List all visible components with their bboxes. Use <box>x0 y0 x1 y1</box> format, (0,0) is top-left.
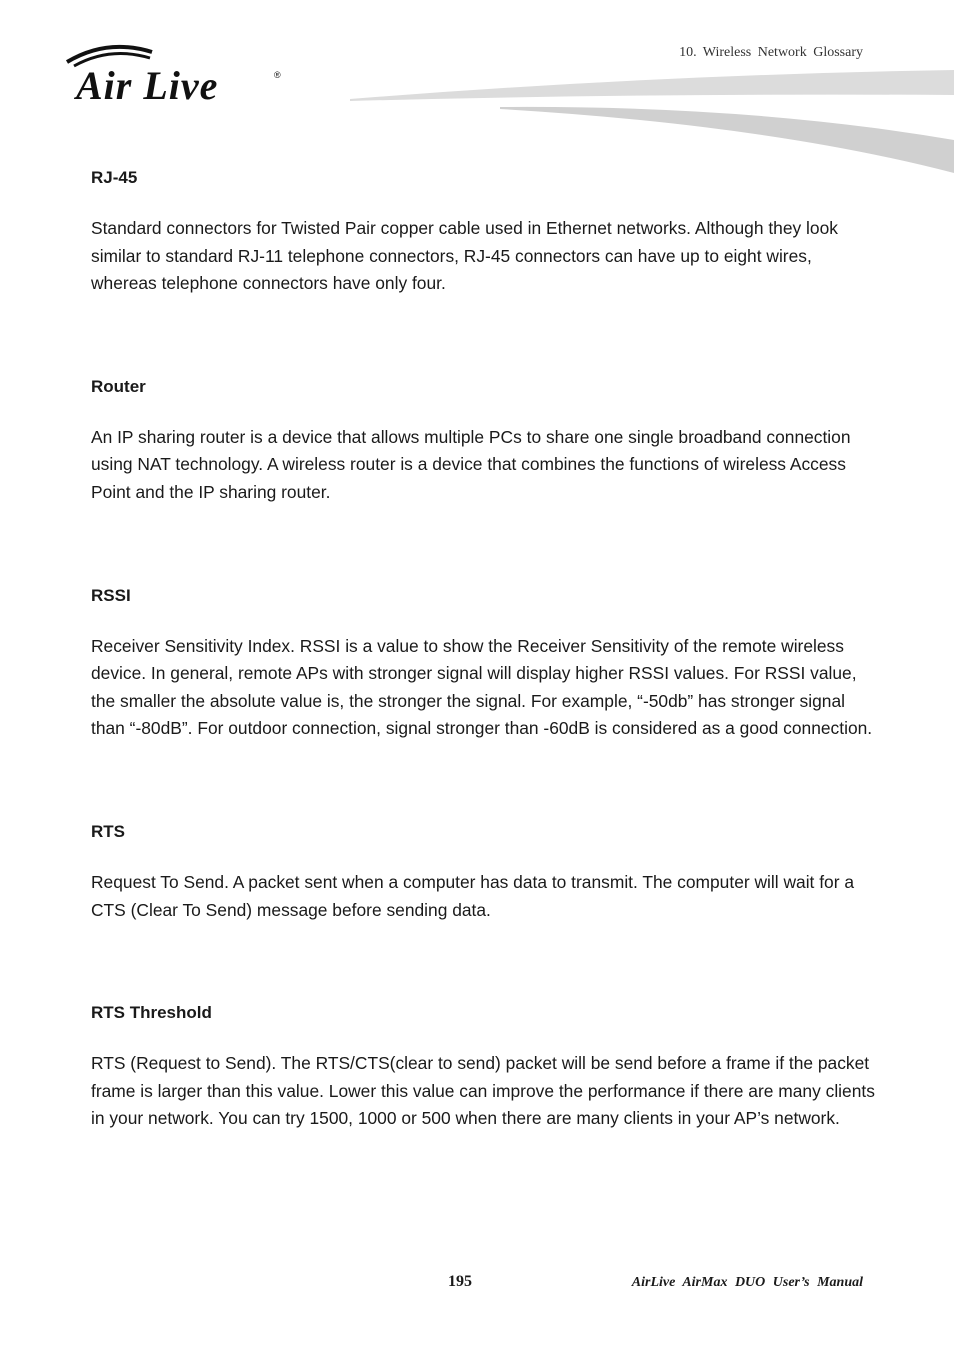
glossary-entry <box>91 1000 876 1133</box>
entry-definition: Standard connectors for Twisted Pair copper cable used in Ethernet networks. Although they look similar to standard RJ-11 telephone connectors, RJ-45 connectors can have up to eight wires, whereas telephone connectors have only four. <box>91 218 838 294</box>
glossary-entry <box>91 165 876 298</box>
header-swoosh <box>350 65 954 180</box>
entry-definition: Request To Send. A packet sent when a computer has data to transmit. The computer will wait for a CTS (Clear To Send) message before sending data. <box>91 871 855 920</box>
entry-definition: RTS (Request to Send). The RTS/CTS(clear to send) packet will be send before a frame if the packet frame is larger than this value. Lower this value can improve the performance if there are many clients in your network. You can try 1500, 1000 or 500 when there are many clients in your AP’s network. <box>91 1053 875 1129</box>
glossary-entry <box>91 583 876 743</box>
manual-title: AirLive AirMax DUO User’s Manual <box>631 1275 863 1290</box>
entry-definition: Receiver Sensitivity Index. RSSI is a value to show the Receiver Sensitivity of the remote wireless device. In general, remote APs with stronger signal will display higher RSSI values. For RSSI value, the smaller the absolute value is, the stronger the signal. For example, “-50db” has stronger signal than “-80dB”. For outdoor connection, signal stronger than -60dB is considered as a good connection. <box>91 635 873 739</box>
glossary-entry <box>91 819 876 924</box>
glossary-content <box>91 165 876 1133</box>
entry-term: RJ-45 <box>91 168 138 187</box>
registered-mark: ® <box>274 70 281 80</box>
entry-term: RTS <box>91 821 125 841</box>
entry-term: RTS Threshold <box>91 1003 212 1023</box>
entry-definition: An IP sharing router is a device that allows multiple PCs to share one single broadband connection using NAT technology. A wireless router is a device that combines the functions of wireless Access Point and the IP sharing router. <box>91 426 851 502</box>
entry-term: RSSI <box>91 585 131 605</box>
glossary-entry <box>91 374 876 507</box>
chapter-title: 10. Wireless Network Glossary <box>679 45 863 60</box>
airlive-logo <box>62 40 292 108</box>
logo-text: Air Live <box>76 63 219 108</box>
page-number: 195 <box>448 1273 472 1290</box>
entry-term: Router <box>91 376 146 396</box>
